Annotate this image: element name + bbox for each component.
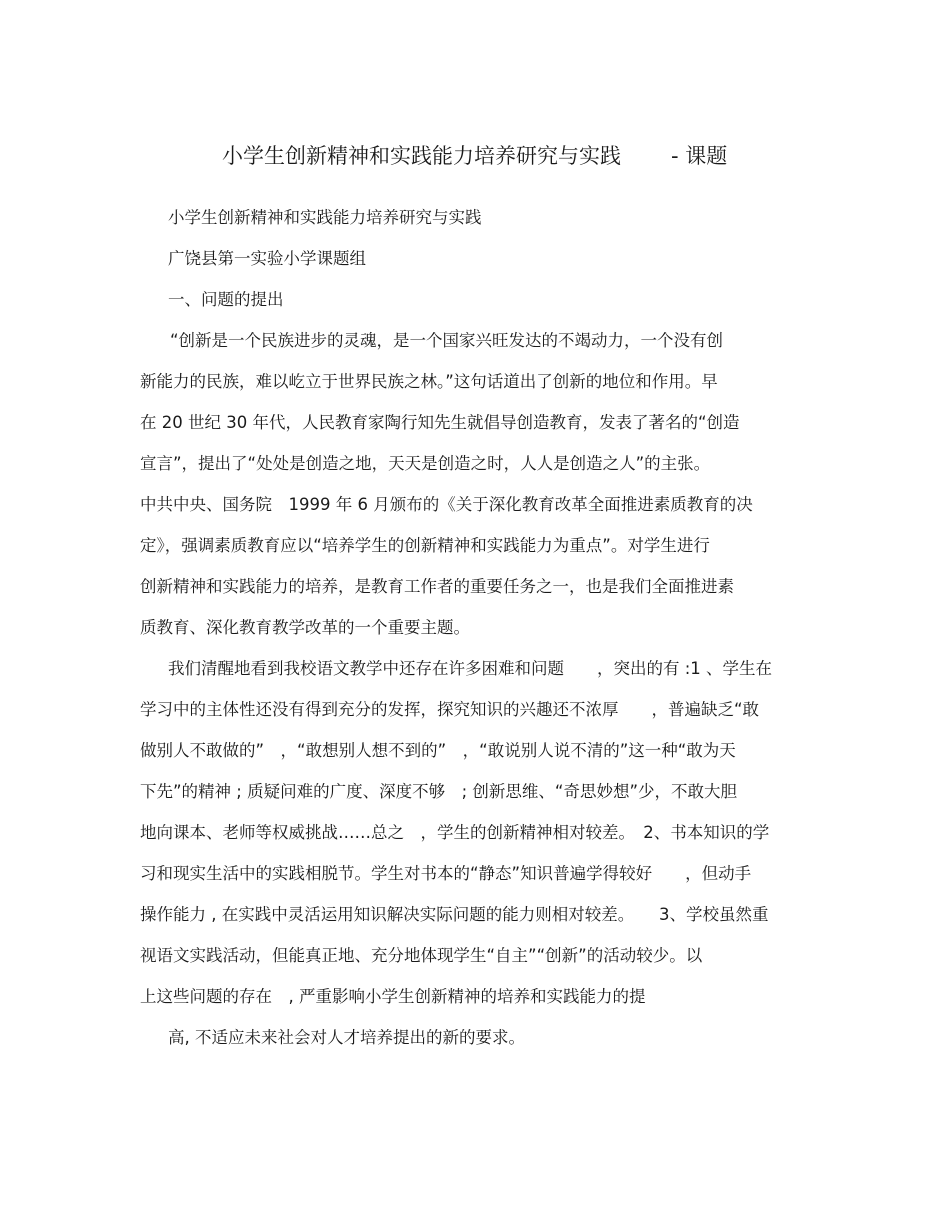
paragraph-line: 宣言”，提出了“处处是创造之地，天天是创造之时，人人是创造之人”的主张。	[140, 454, 711, 473]
document-subtitle: 小学生创新精神和实践能力培养研究与实践	[168, 208, 482, 227]
paragraph-line: 习和现实生活中的实践相脱节。学生对书本的“静态”知识普遍学得较好 ，但动手	[140, 864, 752, 883]
paragraph-line: 在 20 世纪 30 年代，人民教育家陶行知先生就倡导创造教育，发表了著名的“创造	[140, 413, 740, 432]
paragraph-line: 创新精神和实践能力的培养，是教育工作者的重要任务之一，也是我们全面推进素	[140, 577, 734, 596]
paragraph-line: 新能力的民族，难以屹立于世界民族之林。”这句话道出了创新的地位和作用。早	[140, 372, 718, 391]
section-heading: 一、问题的提出	[168, 290, 284, 309]
paragraph-line: 地向课本、老师等权威挑战……总之 ，学生的创新精神相对较差。 2、书本知识的学	[140, 823, 770, 842]
paragraph-line: 做别人不敢做的” ，“敢想别人想不到的” ，“敢说别人说不清的”这一种“敢为天	[140, 741, 736, 760]
paragraph-line: 上这些问题的存在 , 严重影响小学生创新精神的培养和实践能力的提	[140, 987, 646, 1006]
paragraph-line: 高, 不适应未来社会对人才培养提出的新的要求。	[168, 1028, 525, 1047]
paragraph-line: 中共中央、国务院 1999 年 6 月颁布的《关于深化教育改革全面推进素质教育的决	[140, 495, 753, 514]
paragraph-line: 学习中的主体性还没有得到充分的发挥，探究知识的兴趣还不浓厚 ，普遍缺乏“敢	[140, 700, 760, 719]
paragraph-line: 定》，强调素质教育应以“培养学生的创新精神和实践能力为重点”。对学生进行	[140, 536, 710, 555]
document-title	[222, 142, 782, 170]
paragraph-line: 视语文实践活动，但能真正地、充分地体现学生“自主”“创新”的活动较少。以	[140, 946, 703, 965]
paragraph-line: 下先”的精神 ; 质疑问难的广度、深度不够 ; 创新思维、“奇思妙想”少，不敢大胆	[140, 782, 737, 801]
document-title-suffix: - 课题	[671, 144, 728, 168]
paragraph-line: 质教育、深化教育教学改革的一个重要主题。	[140, 618, 470, 637]
paragraph-line: 我们清醒地看到我校语文教学中还存在许多困难和问题 ，突出的有 :1 、学生在	[168, 659, 773, 678]
document-title-main: 小学生创新精神和实践能力培养研究与实践	[222, 144, 621, 168]
paragraph-line: 操作能力 , 在实践中灵活运用知识解决实际问题的能力则相对较差。 3、学校虽然重	[140, 905, 769, 924]
paragraph-line: “创新是一个民族进步的灵魂，是一个国家兴旺发达的不竭动力，一个没有创	[170, 331, 724, 350]
document-author: 广饶县第一实验小学课题组	[168, 249, 366, 268]
